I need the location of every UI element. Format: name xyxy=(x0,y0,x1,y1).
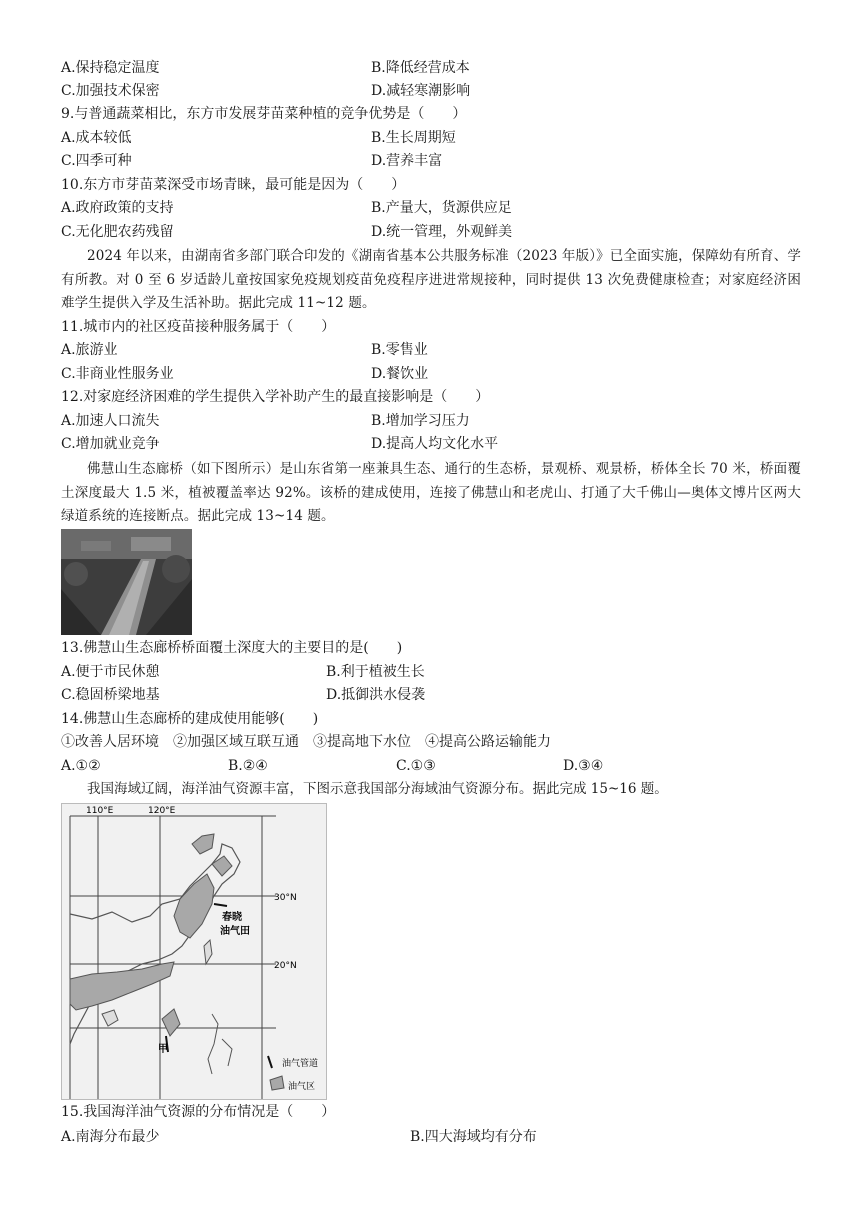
option-10a: A.政府政策的支持 xyxy=(61,200,174,216)
option-13c: C.稳固桥梁地基 xyxy=(61,687,160,703)
option-8a: A.保持稳定温度 xyxy=(61,60,160,76)
option-8c: C.加强技术保密 xyxy=(61,83,160,99)
option-12b: B.增加学习压力 xyxy=(371,413,470,429)
option-10c: C.无化肥农药残留 xyxy=(61,224,174,240)
legend-pipeline-label: 油气管道 xyxy=(282,1059,319,1069)
jia-label: 甲 xyxy=(158,1044,168,1055)
option-12d: D.提高人均文化水平 xyxy=(371,436,499,452)
option-12c: C.增加就业竞争 xyxy=(61,436,160,452)
option-14d: D.③④ xyxy=(563,758,604,774)
legend-pipeline-icon xyxy=(268,1056,272,1068)
option-13d: D.抵御洪水侵袭 xyxy=(326,687,426,703)
passage-15-16: 我国海域辽阔，海洋油气资源丰富，下图示意我国部分海域油气资源分布。据此完成 15~16 题。 xyxy=(87,781,668,797)
lon-110-label: 110°E xyxy=(86,806,114,816)
eco-bridge-photo xyxy=(61,529,192,635)
question-11-stem: 11.城市内的社区疫苗接种服务属于（ ） xyxy=(61,319,336,335)
question-9-stem: 9.与普通蔬菜相比，东方市发展芽苗菜种植的竞争优势是（ ） xyxy=(61,106,467,122)
option-8b: B.降低经营成本 xyxy=(371,60,470,76)
lat-30-label: 30°N xyxy=(274,893,297,903)
option-10b: B.产量大，货源供应足 xyxy=(371,200,512,216)
legend-area-icon xyxy=(270,1076,284,1090)
question-14-stem: 14.佛慧山生态廊桥的建成使用能够( ) xyxy=(61,711,319,727)
option-9d: D.营养丰富 xyxy=(371,153,443,169)
passage-13-14: 佛慧山生态廊桥（如下图所示）是山东省第一座兼具生态、通行的生态桥，景观桥、观景桥，桥体全长 70 米，桥面覆土深度最大 1.5 米，植被覆盖率达 92%。该桥的建成使用，连接了佛慧山和老虎山、打通了大千佛山—奥体文博片区两大绿道系统的连接断点。据此完成 13~14 题。 xyxy=(61,461,801,524)
option-9a: A.成本较低 xyxy=(61,130,132,146)
lon-120-label: 120°E xyxy=(148,806,176,816)
passage-11-12: 2024 年以来，由湖南省多部门联合印发的《湖南省基本公共服务标准（2023 年版）》已全面实施，保障幼有所育、学有所教。对 0 至 6 岁适龄儿童按国家免疫规划疫苗免疫程序进进常规接种，同时提供 13 次免费健康检查；对家庭经济困难学生提供入学及生活补助。据此完成 11~12 题。 xyxy=(61,248,801,311)
option-9b: B.生长周期短 xyxy=(371,130,456,146)
option-14b: B.②④ xyxy=(228,758,268,774)
option-11a: A.旅游业 xyxy=(61,342,118,358)
question-15-stem: 15.我国海洋油气资源的分布情况是（ ） xyxy=(61,1104,336,1120)
option-14a: A.①② xyxy=(61,758,101,774)
question-12-stem: 12.对家庭经济困难的学生提供入学补助产生的最直接影响是（ ） xyxy=(61,389,490,405)
option-10d: D.统一管理，外观鲜美 xyxy=(371,224,513,240)
option-13a: A.便于市民休憩 xyxy=(61,664,160,680)
option-11d: D.餐饮业 xyxy=(371,366,429,382)
oil-gas-distribution-map xyxy=(61,803,327,1100)
option-11c: C.非商业性服务业 xyxy=(61,366,174,382)
option-11b: B.零售业 xyxy=(371,342,428,358)
option-15a: A.南海分布最少 xyxy=(61,1129,160,1145)
option-9c: C.四季可种 xyxy=(61,153,132,169)
chunxiao-label-1: 春晓 xyxy=(222,912,242,923)
option-15b: B.四大海域均有分布 xyxy=(410,1129,537,1145)
question-14-items: ①改善人居环境 ②加强区域互联互通 ③提高地下水位 ④提高公路运输能力 xyxy=(61,734,551,750)
option-8d: D.减轻寒潮影响 xyxy=(371,83,471,99)
question-10-stem: 10.东方市芽苗菜深受市场青睐，最可能是因为（ ） xyxy=(61,177,406,193)
option-13b: B.利于植被生长 xyxy=(326,664,425,680)
question-13-stem: 13.佛慧山生态廊桥桥面覆土深度大的主要目的是( ) xyxy=(61,640,403,656)
lat-20-label: 20°N xyxy=(274,961,297,971)
chunxiao-label-2: 油气田 xyxy=(220,926,250,937)
option-12a: A.加速人口流失 xyxy=(61,413,160,429)
option-14c: C.①③ xyxy=(396,758,436,774)
legend-area-label: 油气区 xyxy=(288,1082,316,1092)
